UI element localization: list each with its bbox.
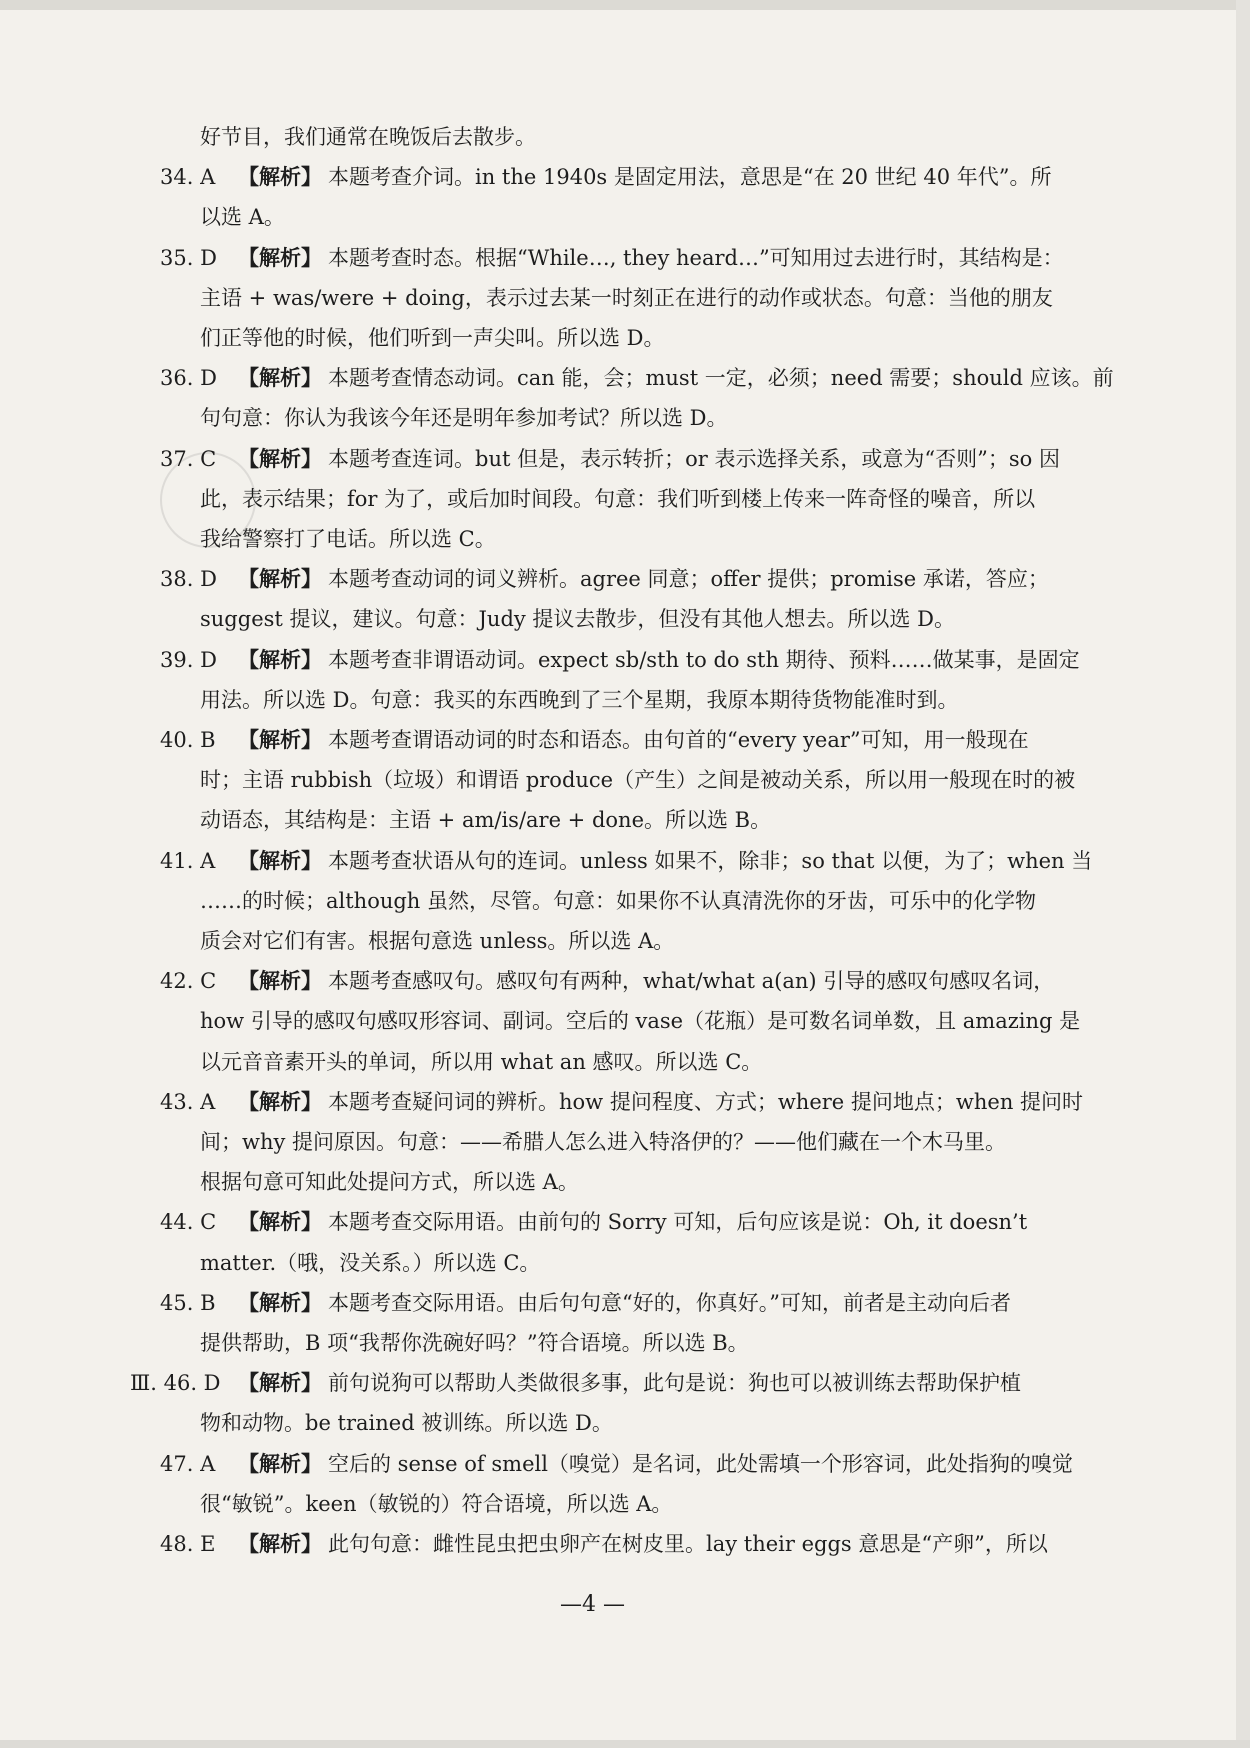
explanation-text: 本题考查情态动词。can 能，会；must 一定，必须；need 需要；should 应该。前 [328, 366, 1114, 391]
analysis-tag: 【解析】 [238, 365, 322, 391]
question-number: 45. B [160, 1290, 216, 1315]
analysis-tag: 【解析】 [238, 1088, 322, 1114]
explanation-text: suggest 提议，建议。句意：Judy 提议去散步，但没有其他人想去。所以选 D。 [200, 607, 955, 632]
explanation-text: 以元音音素开头的单词，所以用 what an 感叹。所以选 C。 [200, 1049, 763, 1074]
question-number: 39. D [160, 647, 217, 672]
analysis-tag: 【解析】 [238, 847, 322, 873]
explanation-text: 我给警察打了电话。所以选 C。 [200, 527, 496, 551]
question-number: 43. A [160, 1089, 216, 1114]
explanation-text: 空后的 sense of smell（嗅觉）是名词，此处需填一个形容词，此处指狗的嗅觉 [328, 1451, 1073, 1476]
analysis-tag: 【解析】 [238, 566, 322, 592]
explanation-text: matter.（哦，没关系。）所以选 C。 [200, 1250, 541, 1275]
question-number: 47. A [160, 1451, 216, 1476]
explanation-text: 本题考查时态。根据“While…, they heard…”可知用过去进行时，其结构是： [328, 245, 1064, 270]
analysis-tag: 【解析】 [238, 244, 322, 270]
analysis-tag: 【解析】 [238, 1450, 322, 1476]
explanation-text: 本题考查动词的词义辨析。agree 同意；offer 提供；promise 承诺，答应； [328, 567, 1049, 592]
explanation-text: 用法。所以选 D。句意：我买的东西晚到了三个星期，我原本期待货物能准时到。 [200, 687, 959, 712]
analysis-tag: 【解析】 [238, 445, 322, 471]
explanation-text: 主语 + was/were + doing，表示过去某一时刻正在进行的动作或状态。句意：当他的朋友 [200, 285, 1053, 310]
analysis-tag: 【解析】 [238, 727, 322, 752]
explanation-text: 本题考查交际用语。由后句句意“好的，你真好。”可知，前者是主动向后者 [328, 1290, 1011, 1315]
question-number: 38. D [160, 567, 217, 592]
analysis-tag: 【解析】 [238, 1370, 322, 1396]
question-number: 41. A [160, 848, 216, 873]
explanation-text: 动语态，其结构是：主语 + am/is/are + done。所以选 B。 [200, 808, 772, 833]
analysis-tag: 【解析】 [238, 1209, 322, 1235]
question-number: 42. C [160, 969, 217, 994]
explanation-text: 本题考查交际用语。由前句的 Sorry 可知，后句应该是说：Oh, it doesn’t [328, 1210, 1028, 1235]
analysis-tag: 【解析】 [238, 1289, 322, 1315]
analysis-tag: 【解析】 [238, 164, 322, 190]
explanation-text: 质会对它们有害。根据句意选 unless。所以选 A。 [200, 929, 675, 953]
analysis-tag: 【解析】 [238, 646, 322, 672]
explanation-text: 本题考查状语从句的连词。unless 如果不，除非；so that 以便，为了；when 当 [328, 848, 1093, 873]
question-number: 37. C [160, 446, 217, 471]
explanation-text: 句句意：你认为我该今年还是明年参加考试？所以选 D。 [200, 406, 728, 431]
analysis-tag: 【解析】 [238, 1531, 322, 1556]
question-number: 44. C [160, 1210, 217, 1235]
explanation-text: 好节目，我们通常在晚饭后去散步。 [200, 125, 536, 149]
question-number: 48. E [160, 1532, 216, 1556]
explanation-text: 本题考查疑问词的辨析。how 提问程度、方式；where 提问地点；when 提问时 [328, 1089, 1084, 1114]
explanation-text: 根据句意可知此处提问方式，所以选 A。 [200, 1170, 579, 1195]
explanation-text: 时；主语 rubbish（垃圾）和谓语 produce（产生）之间是被动关系，所以用一般现在时的被 [200, 768, 1076, 793]
explanation-text: how 引导的感叹句感叹形容词、副词。空后的 vase（花瓶）是可数名词单数，且 amazing 是 [200, 1009, 1081, 1034]
explanation-text: 物和动物。be trained 被训练。所以选 D。 [200, 1411, 613, 1436]
page-number: —4 — [560, 1592, 625, 1617]
explanation-text: 本题考查谓语动词的时态和语态。由句首的“every year”可知，用一般现在 [328, 728, 1029, 752]
explanation-text: 们正等他的时候，他们听到一声尖叫。所以选 D。 [200, 326, 665, 350]
explanation-text: ……的时候；although 虽然，尽管。句意：如果你不认真清洗你的牙齿，可乐中的化学物 [200, 888, 1037, 913]
explanation-text: 很“敏锐”。keen（敏锐的）符合语境，所以选 A。 [200, 1491, 673, 1516]
question-number: 35. D [160, 245, 217, 270]
question-number: 34. A [160, 165, 216, 190]
explanation-text: 提供帮助，B 项“我帮你洗碗好吗？”符合语境。所以选 B。 [200, 1331, 749, 1355]
explanation-text: 此句句意：雌性昆虫把虫卵产在树皮里。lay their eggs 意思是“产卵”，所以 [328, 1532, 1048, 1556]
question-number: 40. B [160, 728, 216, 752]
explanation-text: 以选 A。 [200, 205, 285, 230]
explanation-text: 本题考查非谓语动词。expect sb/sth to do sth 期待、预料……做某事，是固定 [328, 647, 1080, 672]
explanation-text: 前句说狗可以帮助人类做很多事，此句是说：狗也可以被训练去帮助保护植 [328, 1371, 1021, 1396]
explanation-text: 本题考查感叹句。感叹句有两种，what/what a(an) 引导的感叹句感叹名词， [328, 969, 1055, 994]
explanation-text: 此，表示结果；for 为了，或后加时间段。句意：我们听到楼上传来一阵奇怪的噪音，所以 [200, 486, 1036, 511]
question-number: 36. D [160, 366, 217, 391]
explanation-text: 本题考查介词。in the 1940s 是固定用法，意思是“在 20 世纪 40 年代”。所 [328, 165, 1052, 190]
explanation-text: 本题考查连词。but 但是，表示转折；or 表示选择关系，或意为“否则”；so 因 [328, 446, 1061, 471]
explanation-text: 间；why 提问原因。句意：——希腊人怎么进入特洛伊的？——他们藏在一个木马里。 [200, 1130, 1007, 1154]
analysis-tag: 【解析】 [238, 968, 322, 994]
question-number: Ⅲ. 46. D [130, 1371, 221, 1396]
